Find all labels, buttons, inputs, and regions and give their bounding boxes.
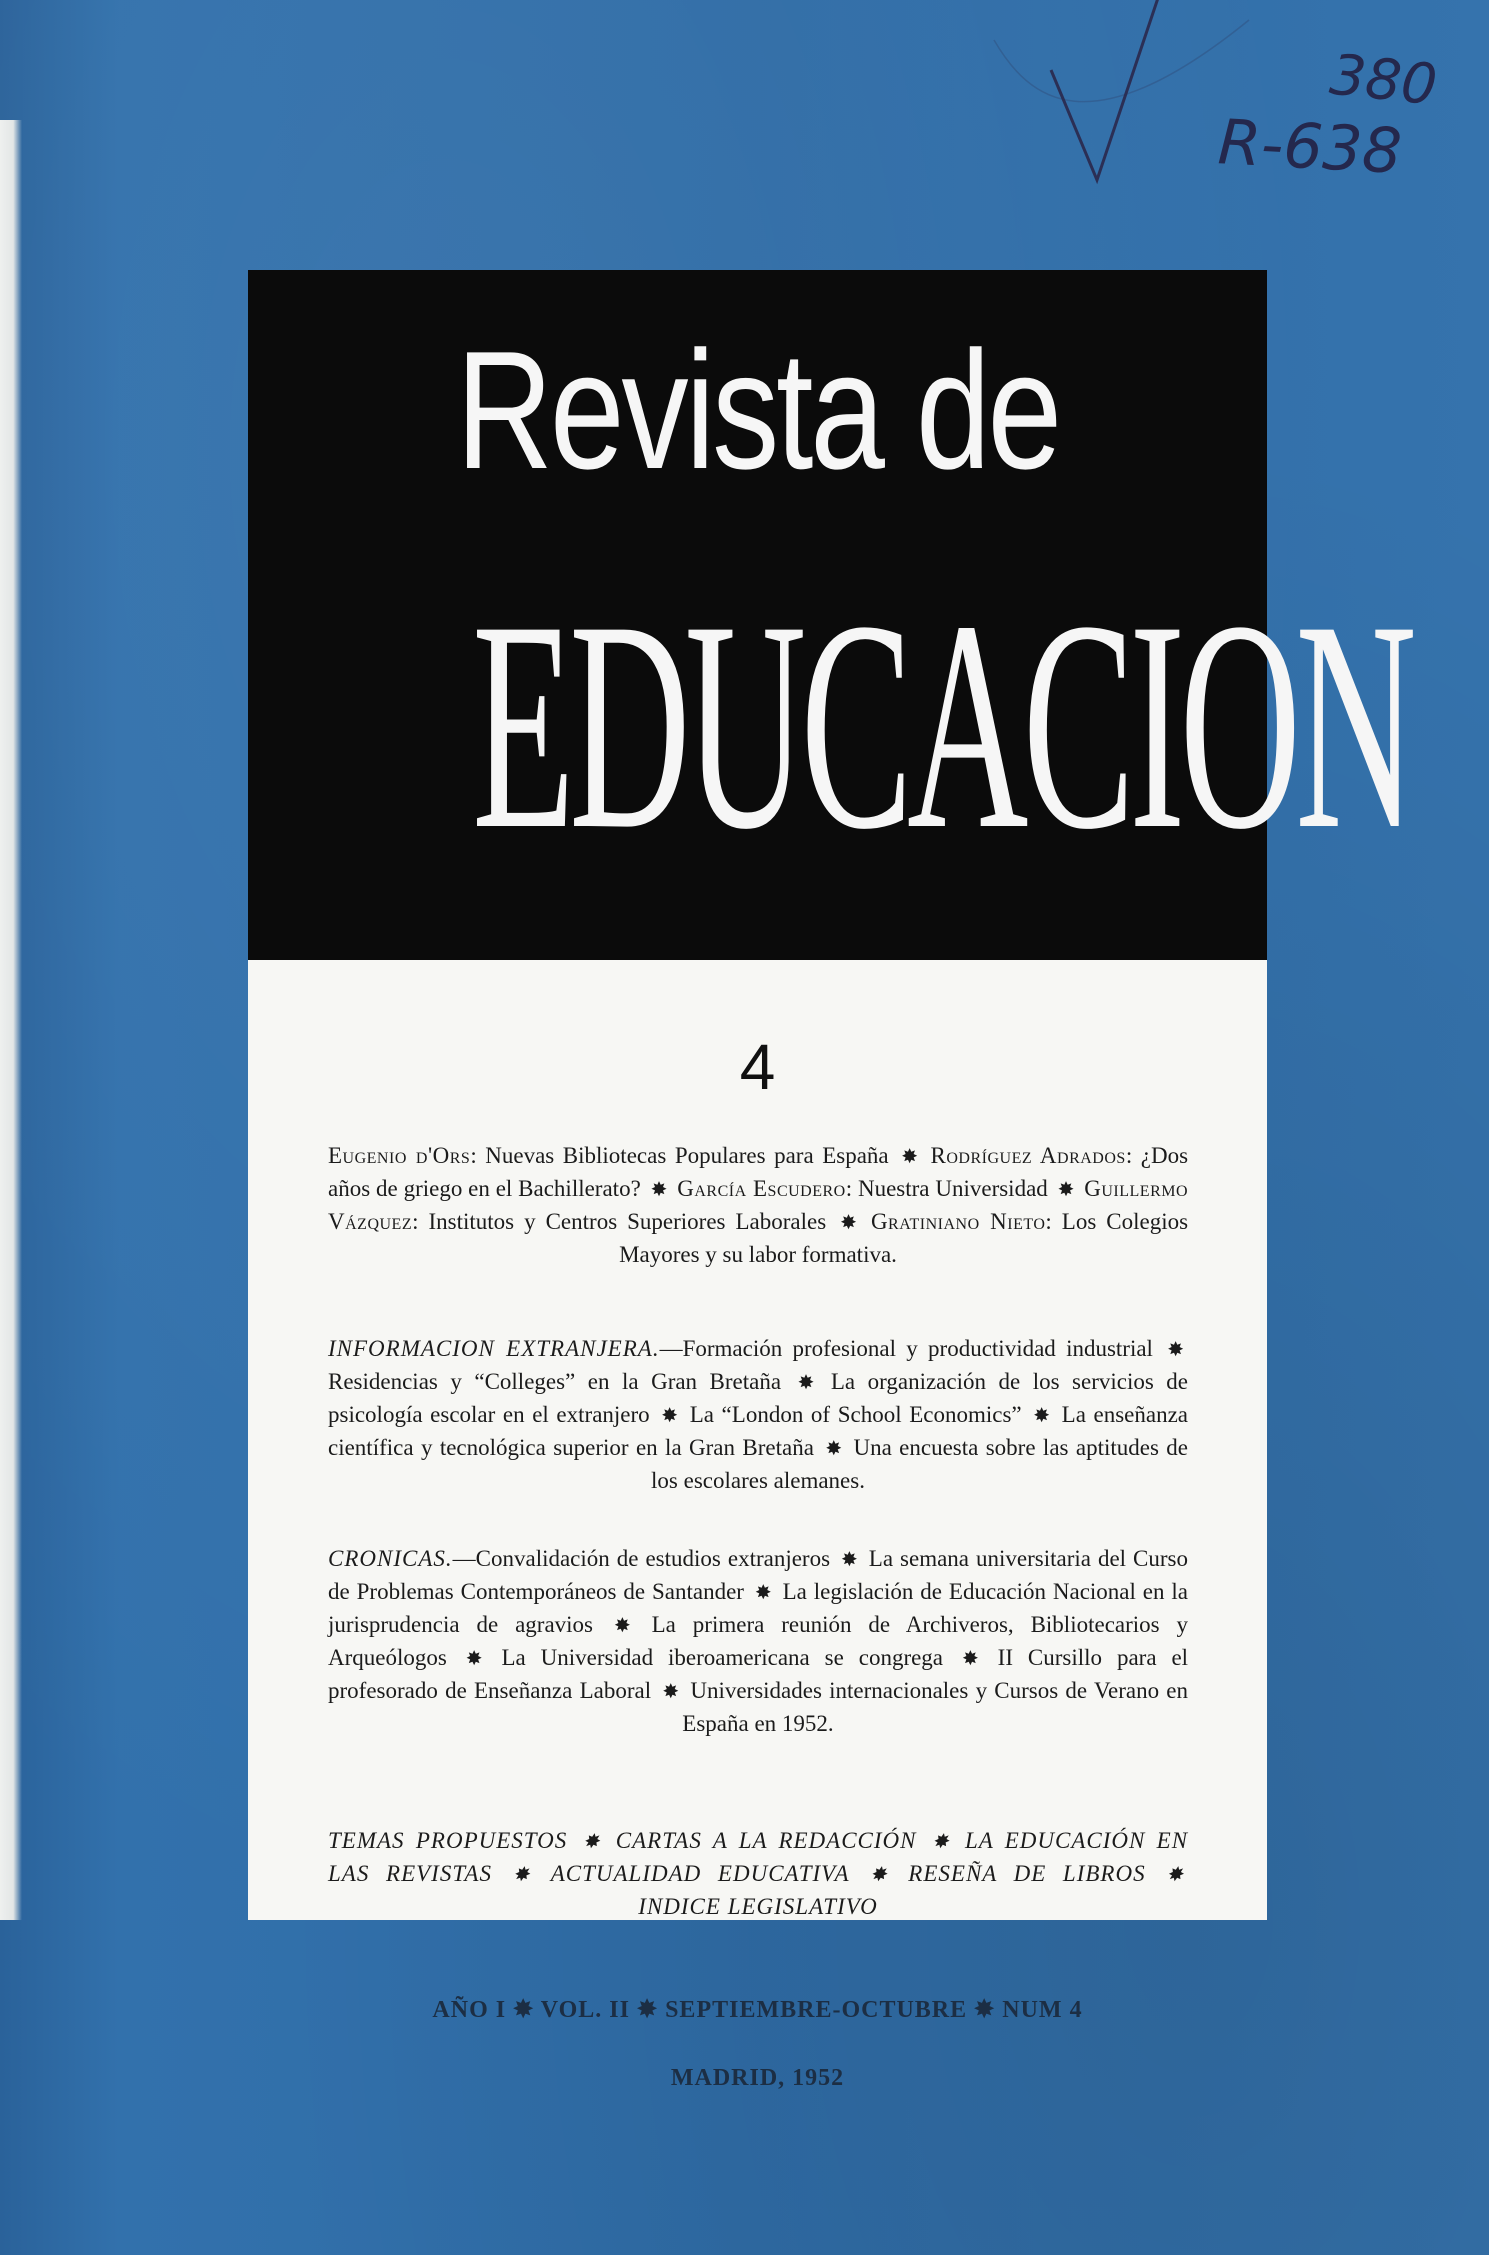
section-item: La Universidad iberoamericana se congrega [501, 1645, 944, 1670]
separator-icon: ✸ [661, 1405, 679, 1427]
author-name: Eugenio d'Ors [328, 1143, 471, 1168]
separator-icon: ✸ [465, 1648, 483, 1670]
section-item: La primera reunión de Archiveros, Bibliotecarios y Arqueólogos [328, 1612, 1189, 1670]
separator-icon: ✸ [1057, 1179, 1075, 1201]
temas-section [328, 1825, 1188, 1922]
article-title: Nuestra Universidad [857, 1176, 1048, 1201]
separator-icon: ✸ [1033, 1405, 1051, 1427]
section-item: II Cursillo para el profesorado de Enseñanza Laboral [328, 1645, 1189, 1703]
section-item: La organización de los servicios de psicología escolar en el extranjero [328, 1369, 1189, 1427]
separator-icon: ✸ [901, 1146, 918, 1168]
section-item: La legislación de Educación Nacional en la jurisprudencia de agravios [328, 1579, 1189, 1637]
separator-icon: ✸ [582, 1831, 601, 1853]
section-item: La “London of School Economics” [689, 1402, 1022, 1427]
section-item: CARTAS A LA REDACCIÓN [615, 1828, 917, 1853]
separator-icon: ✸ [961, 1648, 979, 1670]
title-panel [248, 270, 1412, 960]
publication-place-date: MADRID, 1952 [670, 2065, 845, 2091]
articles-list: Eugenio d'Ors: Nuevas Bibliotecas Populares para España ✸ Rodríguez Adrados: ¿Dos años de griego en el Bachillerato? ✸ García Escudero: Nuestra Universidad ✸ Guillermo Vázquez: Institutos y Centros Superiores Laborales ✸ Gratiniano Nieto: Los Colegios Mayores y su labor formativa. [328, 1143, 1189, 1267]
section-item: Una encuesta sobre las aptitudes de los escolares alemanes. [651, 1435, 1189, 1493]
torn-paper-edge [0, 120, 22, 1920]
separator-icon: ✸ [1166, 1864, 1185, 1886]
author-name: Rodríguez Adrados [930, 1143, 1126, 1168]
section-item: TEMAS PROPUESTOS [328, 1828, 568, 1853]
cronicas-section: CRONICAS.—Convalidación de estudios extranjeros ✸ La semana universitaria del Curso de Problemas Contemporáneos de Santander ✸ La legislación de Educación Nacional en la jurisprudencia de agravios ✸ La primera reunión de Archiveros, Bibliotecarios y Arqueólogos ✸ La Universidad iberoamericana se congrega ✸ II Cursillo para el profesorado de Enseñanza Laboral ✸ Universidades internacionales y Cursos de Verano en España en 1952. [328, 1546, 1189, 1736]
article-title: Institutos y Centros Superiores Laborales [428, 1209, 827, 1234]
article-title: Los Colegios Mayores y su labor formativa. [619, 1209, 1189, 1267]
section-item: INDICE LEGISLATIVO [638, 1894, 878, 1919]
article-title: ¿Dos años de griego en el Bachillerato? [328, 1143, 1189, 1201]
section-heading: CRONICAS. [328, 1546, 453, 1571]
separator-icon: ✸ [662, 1681, 680, 1703]
section-item: Residencias y “Colleges” en la Gran Bretaña [328, 1369, 782, 1394]
section-item: Universidades internacionales y Cursos de Verano en España en 1952. [682, 1678, 1189, 1736]
separator-icon: ✸ [797, 1372, 815, 1394]
section-heading: INFORMACION EXTRANJERA. [328, 1336, 660, 1361]
separator-icon: ✸ [512, 1864, 531, 1886]
separator-icon: ✸ [650, 1179, 668, 1201]
separator-icon: ✸ [841, 1549, 858, 1571]
issue-footer [248, 1995, 1267, 2093]
section-item: LA EDUCACIÓN EN LAS REVISTAS [328, 1828, 1189, 1886]
informacion-extranjera-section: INFORMACION EXTRANJERA.—Formación profesional y productividad industrial ✸ Residencias y “Colleges” en la Gran Bretaña ✸ La organización de los servicios de psicología escolar en el extranjero ✸ La “London of School Economics” ✸ La enseñanza científica y tecnológica superior en la Gran Bretaña ✸ Una encuesta sobre las aptitudes de los escolares alemanes. [328, 1336, 1189, 1493]
section-item: RESEÑA DE LIBROS [908, 1861, 1146, 1886]
separator-icon: ✸ [613, 1615, 631, 1637]
separator-icon: ✸ [825, 1438, 843, 1460]
separator-icon: ✸ [869, 1864, 888, 1886]
separator-icon: ✸ [840, 1212, 857, 1234]
section-item: ACTUALIDAD EDUCATIVA [550, 1861, 850, 1886]
author-name: Gratiniano Nieto [870, 1209, 1046, 1234]
separator-icon: ✸ [931, 1831, 950, 1853]
section-item: La semana universitaria del Curso de Problemas Contemporáneos de Santander [328, 1546, 1188, 1604]
contents-panel [248, 960, 1267, 1920]
title-educacion: EDUCACION [472, 559, 1412, 891]
section-item: Formación profesional y productividad industrial [682, 1336, 1153, 1361]
issue-details: AÑO I ✸ VOL. II ✸ SEPTIEMBRE-OCTUBRE ✸ NUM 4 [432, 1997, 1083, 2023]
separator-icon: ✸ [1167, 1339, 1184, 1361]
section-item: La enseñanza científica y tecnológica superior en la Gran Bretaña [328, 1402, 1189, 1460]
issue-number: 4 [739, 1031, 776, 1103]
author-name: García Escudero [677, 1176, 846, 1201]
title-revista-de: Revista de [456, 316, 1059, 504]
section-item: Convalidación de estudios extranjeros [475, 1546, 831, 1571]
call-number-bottom: R-638 [1216, 105, 1404, 188]
article-title: Nuevas Bibliotecas Populares para España [485, 1143, 889, 1168]
author-name: Guillermo Vázquez [328, 1176, 1189, 1234]
call-number-top: 380 [1326, 42, 1440, 119]
separator-icon: ✸ [754, 1582, 772, 1604]
